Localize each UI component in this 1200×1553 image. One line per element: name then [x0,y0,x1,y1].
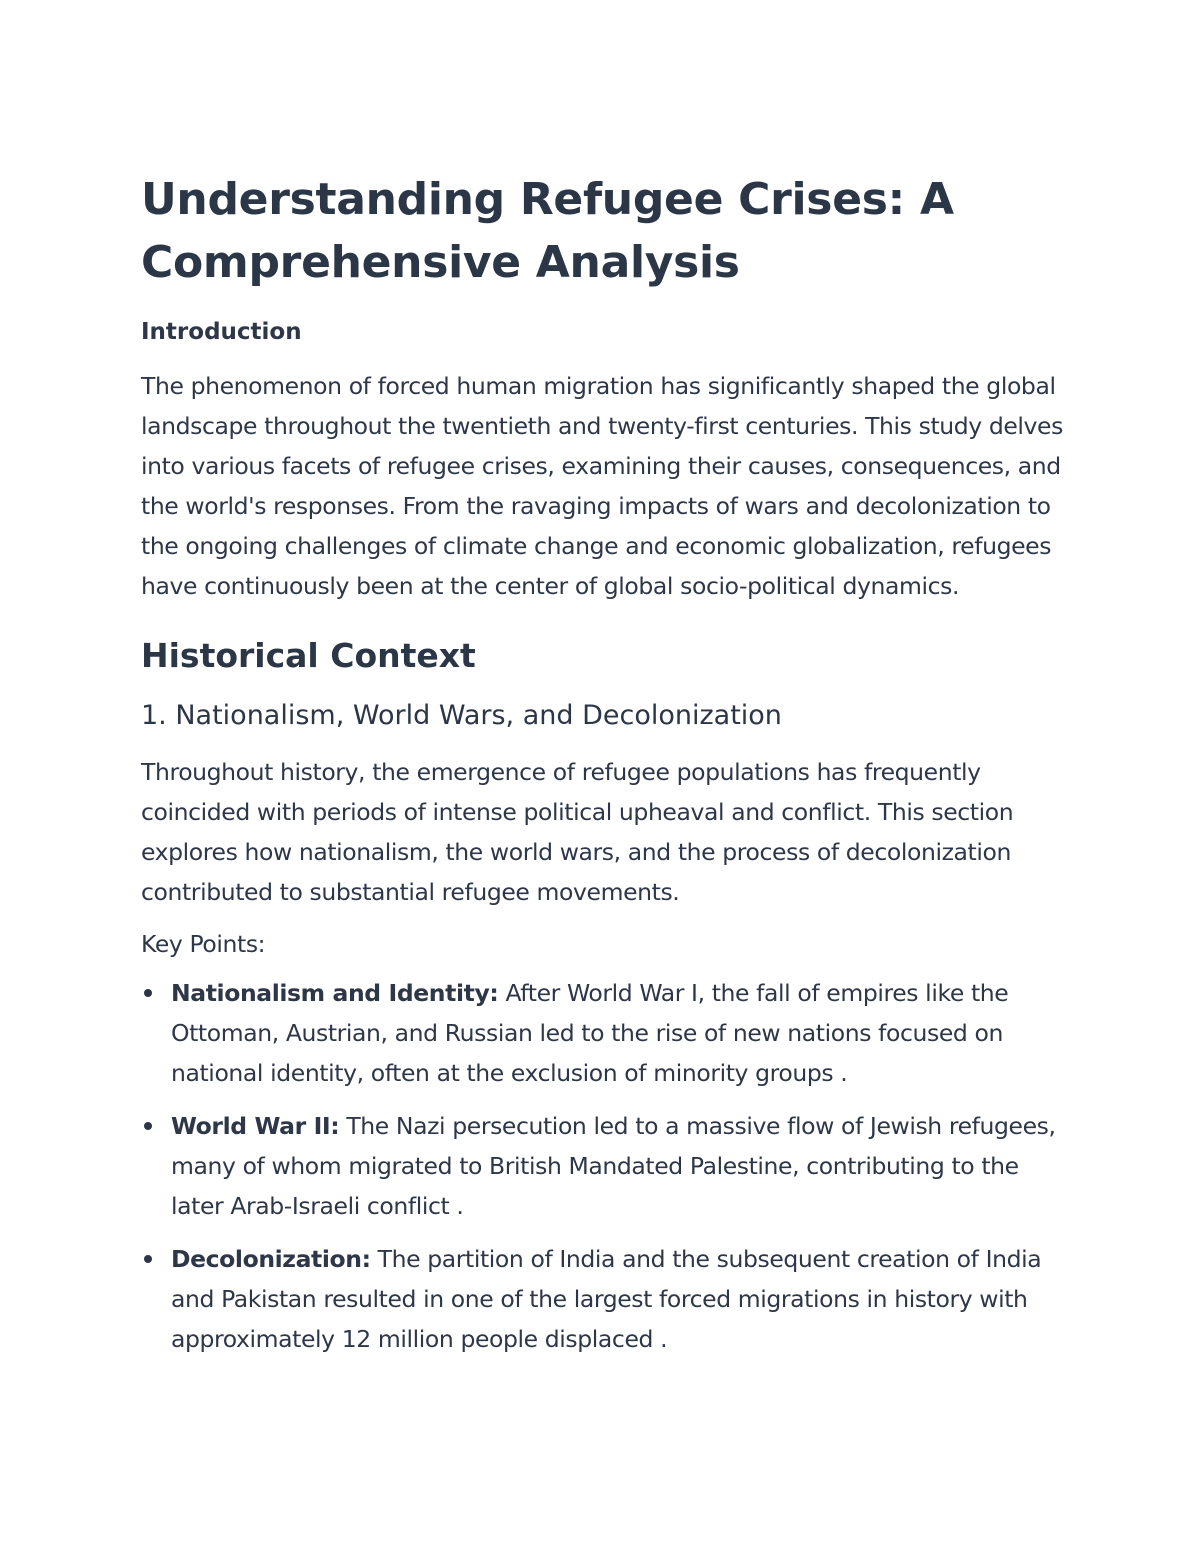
document-title: Understanding Refugee Crises: A Comprehensive Analysis [141,174,954,288]
key-point-term: Decolonization: [171,1245,371,1273]
list-item [141,1239,1071,1359]
key-point-text: The Nazi persecution led to a massive flow of Jewish refugees, many of whom migrated to British Mandated Palestine, contributing to the later Arab-Israeli conflict . [171,1112,1056,1220]
key-points-list [141,973,1071,1359]
key-point-text: The partition of India and the subsequent creation of India and Pakistan resulted in one of the largest forced migrations in history with approximately 12 million people displaced . [171,1245,1042,1353]
key-point-term: Nationalism and Identity: [171,979,499,1007]
subsection-heading: 1. Nationalism, World Wars, and Decolonization [141,700,782,731]
key-points-label: Key Points: [141,930,266,958]
key-point-term: World War II: [171,1112,340,1140]
bullet-icon [144,1255,152,1263]
subsection-paragraph: Throughout history, the emergence of refugee populations has frequently coincided with periods of intense political upheaval and conflict. This section explores how nationalism, the world wars, and the process of decolonization contributed to substantial refugee movements. [141,758,1014,906]
intro-paragraph: The phenomenon of forced human migration has significantly shaped the global landscape throughout the twentieth and twenty-first centuries. This study delves into various facets of refugee crises, examining their causes, consequences, and the world's responses. From the ravaging impacts of wars and decolonization to the ongoing challenges of climate change and economic globalization, refugees have continuously been at the center of global socio-political dynamics. [141,372,1063,600]
bullet-icon [144,1122,152,1130]
section-heading: Historical Context [141,636,476,675]
key-point-text: After World War I, the fall of empires like the Ottoman, Austrian, and Russian led to the rise of new nations focused on national identity, often at the exclusion of minority groups . [171,979,1009,1087]
intro-heading: Introduction [141,319,302,345]
bullet-icon [144,989,152,997]
list-item [141,1106,1071,1226]
list-item [141,973,1071,1093]
document-page [141,168,1071,1372]
